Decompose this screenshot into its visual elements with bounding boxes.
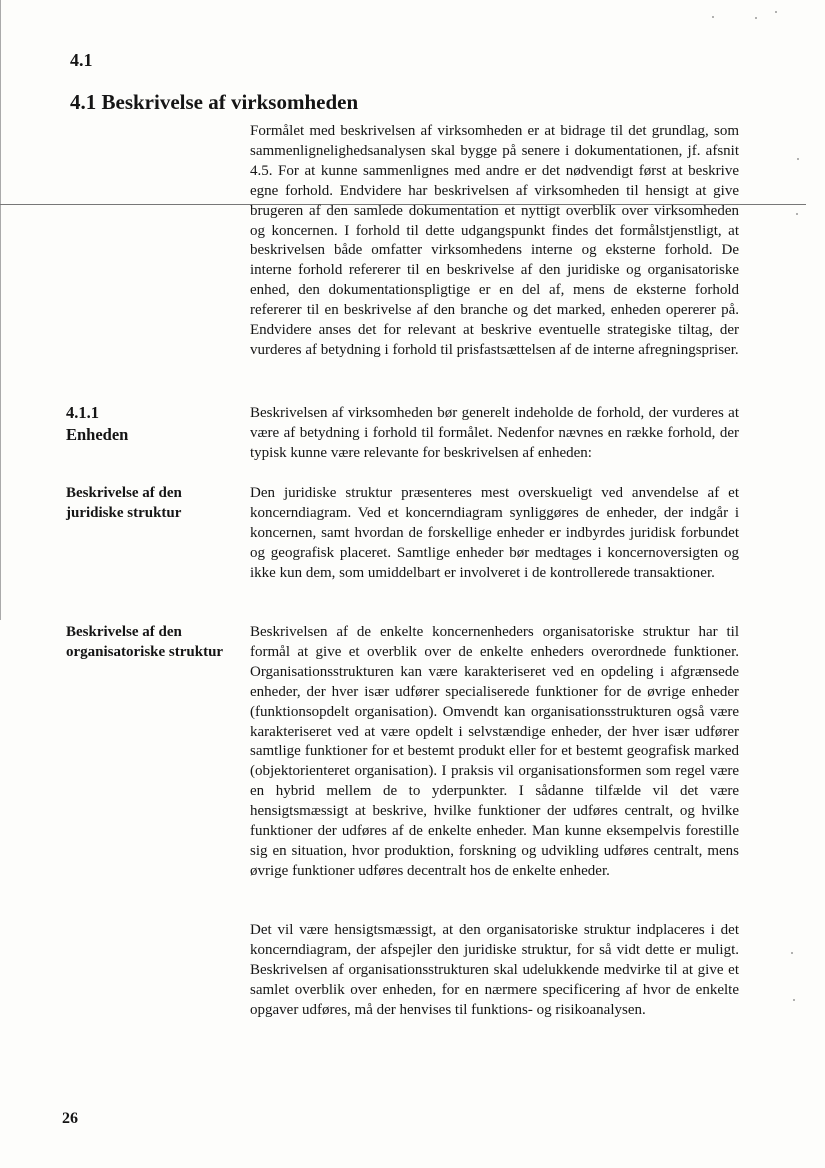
scan-speck: [793, 999, 795, 1001]
intro-paragraph: Formålet med beskrivelsen af virksomheden er at bidrage til det grundlag, som sammenlignelighedsanalysen skal bygge på senere i dokumentationen, jf. afsnit 4.5. For at kunne sammenlignes med andre er det nødvendigt først at beskrive egne forhold. Endvidere har beskrivelsen af virksomheden til hensigt at give brugeren af den samlede dokumentation et nyttigt overblik over virksomheden og koncernen. I forhold til dette udgangspunkt findes det formålstjenstligt, at beskrivelsen både omfatter virksomhedens interne og eksterne forhold. De interne forhold refererer til en beskrivelse af den juridiske og organisatoriske enhed, den dokumentationspligtige er en del af, mens de eksterne forhold refererer til en beskrivelse af den branche og det marked, enheden opererer på. Endvidere anses det for relevant at beskrive eventuelle strategiske tiltag, der vurderes af betydning i forhold til prisfastsættelsen af de interne afregningspriser.: [250, 123, 739, 358]
organisatorisk-label: Beskrivelse af den organisatoriske struktur: [66, 624, 224, 660]
scan-speck: [775, 11, 777, 13]
organisatorisk-paragraph-2: Det vil være hensigtsmæssigt, at den organisatoriske struktur indplaceres i det koncerndiagram, der afspejler den juridiske struktur, for så vidt dette er muligt. Beskrivelsen af organisationsstrukturen skal udelukkende medvirke til at give et samlet overblik over enheden, for en nærmere specificering af hvor de enkelte opgaver udføres, må der henvises til funktions- og risikoanalysen.: [250, 922, 739, 1018]
juridisk-label: Beskrivelse af den juridiske struktur: [66, 485, 182, 521]
page-left-edge-line: [0, 0, 1, 620]
subsection-paragraph: Beskrivelsen af virksomheden bør generelt indeholde de forhold, der vurderes at være af betydning i forhold til formålet. Nedenfor nævnes en række forhold, der typisk kunne være relevante for beskrivelsen af enheden:: [250, 405, 739, 461]
scan-speck: [755, 17, 757, 19]
organisatorisk-paragraph-1: Beskrivelsen af de enkelte koncernenheders organisatoriske struktur har til formål at give et overblik over de enkelte enheders overordnede funktioner. Organisationsstrukturen kan være karakteriseret ved en opdeling i afgrænsede enheder, der hver især udfører specialiserede funktioner for de øvrige enheder (funktionsopdelt organisation). Omvendt kan organisationsstrukturen også være karakteriseret ved at være opdelt i selvstændige enheder, der hver især udfører samtlige funktioner for et bestemt produkt eller for et bestemt geografisk marked (objektorienteret organisation). I praksis vil organisationsformen som regel være en hybrid mellem de to yderpunkter. I sådanne tilfælde vil det være hensigtsmæssigt at beskrive, hvilke funktioner der udføres centralt, og hvilke funktioner der udføres af de enkelte enheder. Man kunne eksempelvis forestille sig en situation, hvor produktion, forskning og udvikling udføres centralt, mens øvrige funktioner udføres decentralt hos de enkelte enheder.: [250, 624, 739, 879]
scan-speck: [712, 16, 714, 18]
running-head: 4.1: [70, 50, 93, 70]
section-heading: 4.1 Beskrivelse af virksomheden: [70, 90, 359, 114]
scan-speck: [797, 158, 799, 160]
scan-speck: [796, 213, 798, 215]
subsection-heading: [66, 402, 241, 446]
juridisk-paragraph: Den juridiske struktur præsenteres mest overskueligt ved anvendelse af et koncerndiagram. Ved et koncerndiagram synliggøres de enheder, der indgår i koncernen, samt hvordan de forskellige enheder er indbyrdes juridisk forbundet og geografisk placeret. Samtlige enheder bør medtages i koncernoversigten og ikke kun dem, som umiddelbart er involveret i de kontrollerede transaktioner.: [250, 485, 739, 581]
subsection-title: Enheden: [66, 425, 129, 444]
scan-speck: [791, 952, 793, 954]
subsection-number: 4.1.1: [66, 403, 99, 422]
page-number: 26: [62, 1110, 78, 1127]
